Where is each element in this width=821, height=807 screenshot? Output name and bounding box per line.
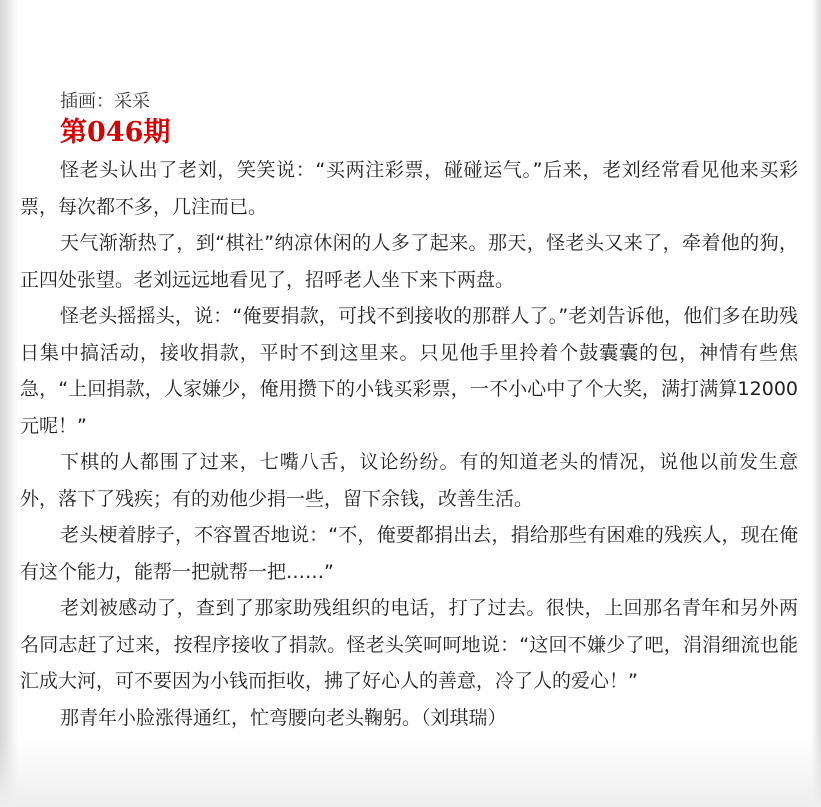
paragraph-7: 那青年小脸涨得通红，忙弯腰向老头鞠躬。（刘琪瑞） <box>60 706 507 729</box>
article <box>20 90 798 736</box>
illustration-credit: 插画：采采 <box>60 91 150 112</box>
page-shadow-left <box>0 0 18 807</box>
page-shadow-bottom <box>0 737 821 807</box>
paragraph-1: 怪老头认出了老刘，笑笑说：“买两注彩票，碰碰运气。”后来，老刘经常看见他来买彩票，每次都不多，几注而已。 <box>20 159 798 218</box>
page-shadow-right <box>811 0 821 807</box>
paragraph-2: 天气渐渐热了，到“棋社”纳凉休闲的人多了起来。那天，怪老头又来了，牵着他的狗，正四处张望。老刘远远地看见了，招呼老人坐下来下两盘。 <box>20 232 798 291</box>
paragraph-3: 怪老头摇摇头，说：“俺要捐款，可找不到接收的那群人了。”老刘告诉他，他们多在助残日集中搞活动，接收捐款，平时不到这里来。只见他手里拎着个鼓囊囊的包，神情有些焦急，“上回捐款，人家嫌少，俺用攒下的小钱买彩票，一不小心中了个大奖，满打满算12000元呢！” <box>20 305 798 437</box>
paragraph-6: 老刘被感动了，查到了那家助残组织的电话，打了过去。很快，上回那名青年和另外两名同志赶了过来，按程序接收了捐款。怪老头笑呵呵地说：“这回不嫌少了吧，涓涓细流也能汇成大河，可不要因为小钱而拒收，拂了好心人的善意，冷了人的爱心！” <box>20 597 798 692</box>
paragraph-4: 下棋的人都围了过来，七嘴八舌，议论纷纷。有的知道老头的情况，说他以前发生意外，落下了残疾；有的劝他少捐一些，留下余钱，改善生活。 <box>20 451 798 510</box>
issue-heading: 第046期 <box>60 117 171 148</box>
paragraph-5: 老头梗着脖子，不容置否地说：“不，俺要都捐出去，捐给那些有困难的残疾人，现在俺有这个能力，能帮一把就帮一把……” <box>20 524 798 583</box>
